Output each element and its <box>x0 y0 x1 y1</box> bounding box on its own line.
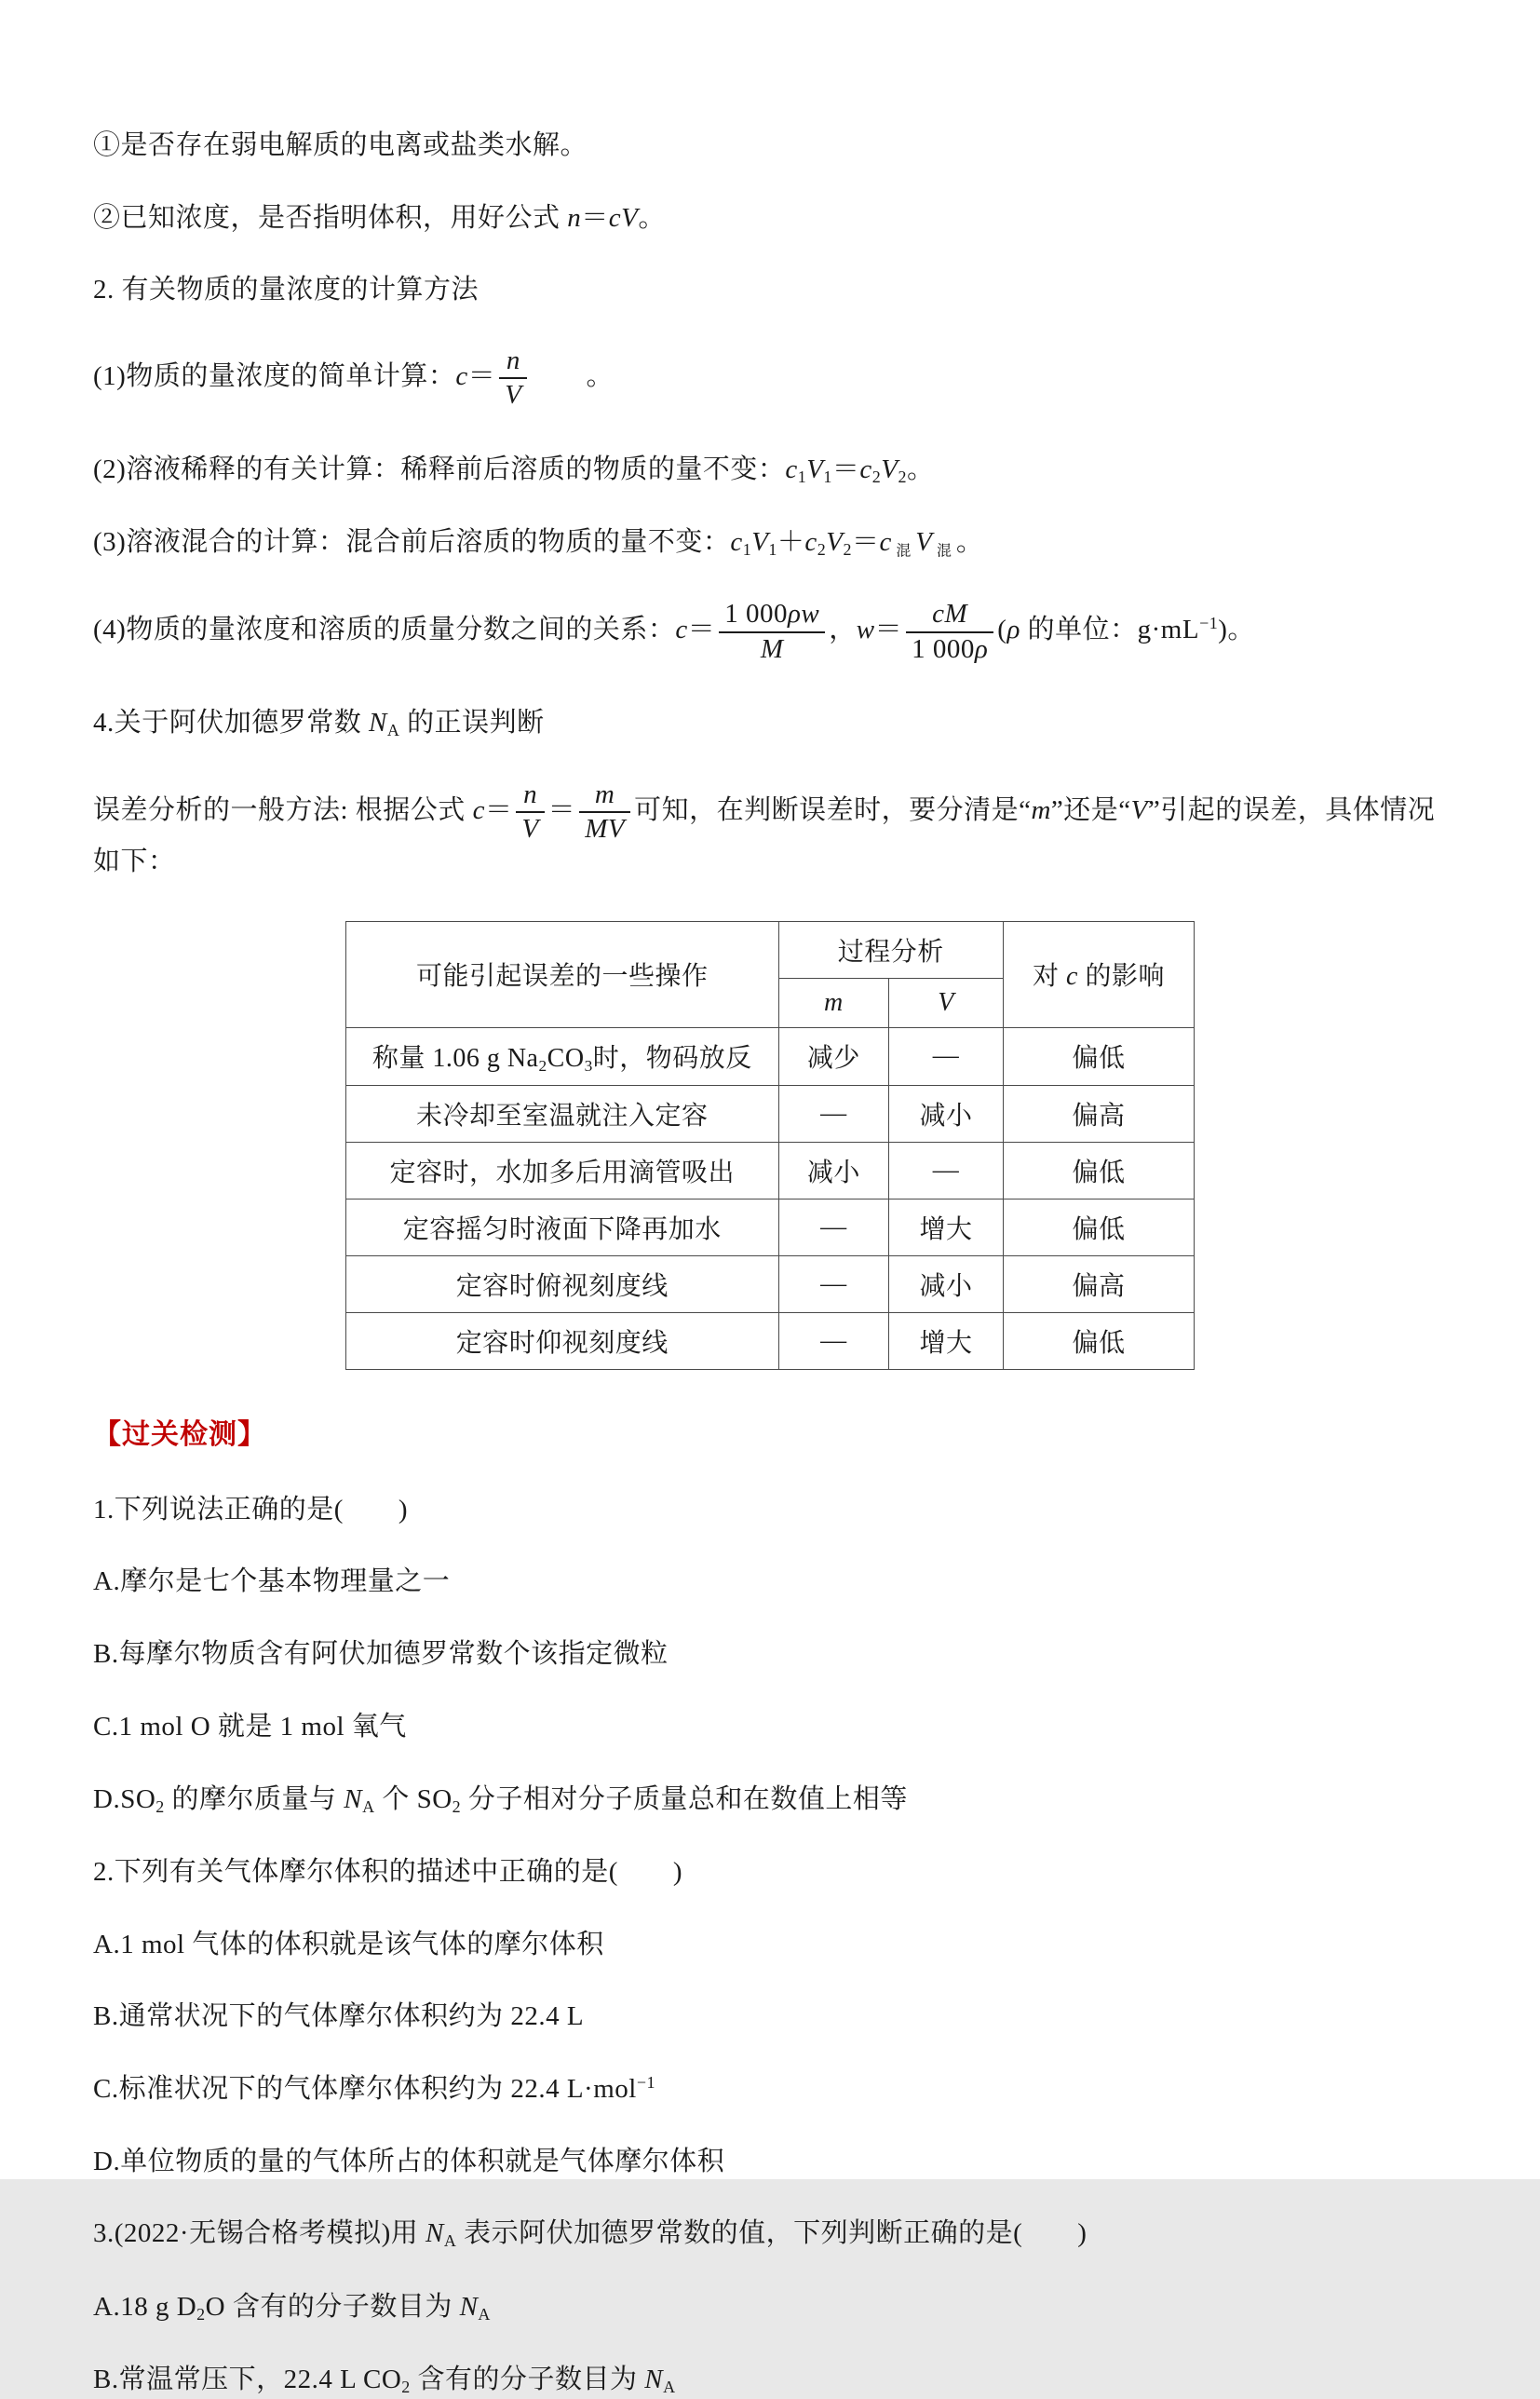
cell-v: 减小 <box>889 1085 1004 1142</box>
question-3-option-a: A.18 g $D_2O$ 含有的分子数目为 $N_A$ <box>93 2291 491 2324</box>
table-col-m: m <box>778 978 888 1027</box>
cell-v: 减小 <box>889 1255 1004 1312</box>
table-row <box>346 1142 1195 1199</box>
table-header-row-1 <box>346 921 1195 978</box>
calc-method-4: (4)物质的量浓度和溶质的质量分数之间的关系：c＝ $\frac{1 000\rho w}{M}$ ，w＝ $\frac{cM}{1 000\rho}$ (ρ 的单位：$g\cdot mL^{-1}$)。 <box>93 599 1255 664</box>
cell-operation: 定容摇匀时液面下降再加水 <box>346 1199 779 1255</box>
note-line-2: ②已知浓度，是否指明体积，用好公式 n＝cV。 <box>93 202 666 233</box>
fraction: $\frac{cM}{1 000\rho}$ <box>906 599 993 665</box>
question-2-option-a: A.1 mol 气体的体积就是该气体的摩尔体积 <box>93 1929 604 1959</box>
cell-influence: 偏高 <box>1004 1255 1195 1312</box>
table-col-process: 过程分析 <box>778 921 1003 978</box>
error-analysis-table <box>345 921 1195 1370</box>
table-row <box>346 1027 1195 1085</box>
cell-m: 减少 <box>778 1027 888 1085</box>
fraction: $\frac{m}{MV}$ <box>579 779 630 846</box>
question-3-option-b: B.常温常压下，22.4 L $CO_2$ 含有的分子数目为 $N_A$ <box>93 2365 676 2397</box>
table-row <box>346 1085 1195 1142</box>
question-1-option-a: A.摩尔是七个基本物理量之一 <box>93 1566 451 1597</box>
cell-influence: 偏低 <box>1004 1312 1195 1369</box>
question-1-option-b: B.每摩尔物质含有阿伏加德罗常数个该指定微粒 <box>93 1639 669 1670</box>
question-2-option-b: B.通常状况下的气体摩尔体积约为 22.4 L <box>93 2001 585 2032</box>
calc-method-3: (3)溶液混合的计算：混合前后溶质的物质的量不变：$c_1V_1+c_2V_2=c$ 混 V 混 。 <box>93 527 984 560</box>
cell-operation: 未冷却至室温就注入定容 <box>346 1085 779 1142</box>
question-1: 1.下列说法正确的是( ) <box>93 1494 409 1525</box>
cell-v: — <box>889 1027 1004 1085</box>
question-1-option-c: C.1 mol O 就是 1 mol 氧气 <box>93 1711 407 1742</box>
fraction: $\frac{n}{V}$ <box>516 779 544 846</box>
section-4-heading: 4.关于阿伏加德罗常数 $N_A$ 的正误判断 <box>93 708 545 740</box>
note-line-1: ①是否存在弱电解质的电离或盐类水解。 <box>93 130 588 160</box>
cell-m: — <box>778 1312 888 1369</box>
question-3: 3.(2022·无锡合格考模拟)用 $N_A$ 表示阿伏加德罗常数的值，下列判断正确的是( ) <box>93 2218 1087 2251</box>
table-col-influence: 对 c 的影响 <box>1004 921 1195 1027</box>
cell-m: 减小 <box>778 1142 888 1199</box>
question-1-option-d: $D.SO_2$ 的摩尔质量与 $N_A$ 个 $SO_2$ 分子相对分子质量总和在数值上相等 <box>93 1783 908 1816</box>
cell-m: — <box>778 1255 888 1312</box>
fraction: $\frac{n}{V}$ <box>499 346 527 412</box>
table-row <box>346 1255 1195 1312</box>
cell-v: — <box>889 1142 1004 1199</box>
table-row <box>346 1199 1195 1255</box>
section-2-heading: 2. 有关物质的量浓度的计算方法 <box>93 275 480 305</box>
calc-method-1: (1)物质的量浓度的简单计算：c＝ $\frac{n}{V}$ 。 <box>93 346 614 411</box>
error-analysis-paragraph: 误差分析的一般方法: 根据公式 c＝ $\frac{n}{V}$ ＝ $\frac{m}{MV}$ 可知，在判断误差时，要分清是“m”还是“V”引起的误差，具体情况如下： <box>93 779 1436 877</box>
cell-m: — <box>778 1085 888 1142</box>
table-row <box>346 1312 1195 1369</box>
cell-operation: 称量 1.06 g $Na_2CO_3$时，物码放反 <box>346 1027 779 1085</box>
question-2-option-c: C.标准状况下的气体摩尔体积约为 22.4 L·mol$^{-1}$ <box>93 2073 655 2105</box>
cell-influence: 偏低 <box>1004 1027 1195 1085</box>
cell-m: — <box>778 1199 888 1255</box>
cell-operation: 定容时仰视刻度线 <box>346 1312 779 1369</box>
quiz-heading: 【过关检测】 <box>93 1418 266 1450</box>
calc-method-2: (2)溶液稀释的有关计算：稀释前后溶质的物质的量不变：$c_1V_1=c_2V_2$。 <box>93 454 935 486</box>
cell-influence: 偏低 <box>1004 1199 1195 1255</box>
table-col-v: V <box>889 978 1004 1027</box>
fraction: $\frac{1 000\rho w}{M}$ <box>719 599 825 665</box>
cell-influence: 偏低 <box>1004 1142 1195 1199</box>
cell-v: 增大 <box>889 1312 1004 1369</box>
cell-influence: 偏高 <box>1004 1085 1195 1142</box>
table-col-operations: 可能引起误差的一些操作 <box>346 921 779 1027</box>
cell-operation: 定容时，水加多后用滴管吸出 <box>346 1142 779 1199</box>
question-2: 2.下列有关气体摩尔体积的描述中正确的是( ) <box>93 1856 683 1887</box>
cell-v: 增大 <box>889 1199 1004 1255</box>
cell-operation: 定容时俯视刻度线 <box>346 1255 779 1312</box>
question-2-option-d: D.单位物质的量的气体所占的体积就是气体摩尔体积 <box>93 2146 725 2176</box>
